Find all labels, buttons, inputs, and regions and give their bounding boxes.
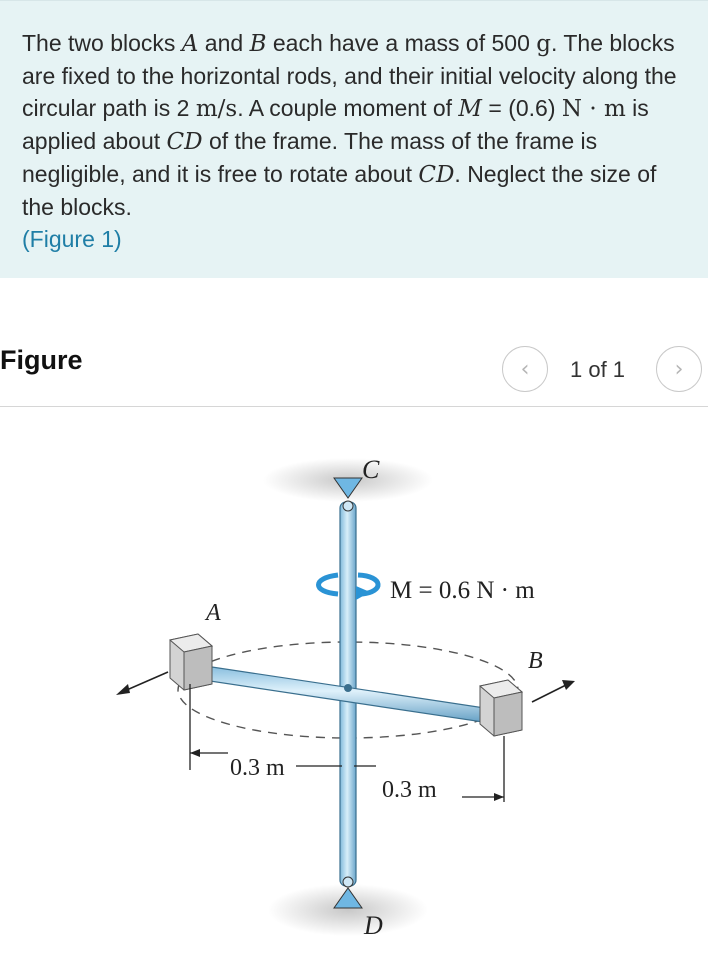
rod-joint xyxy=(344,684,352,692)
label-c: C xyxy=(362,455,380,484)
problem-statement-box xyxy=(0,0,708,278)
dim-right-label: 0.3 m xyxy=(382,777,437,803)
figure-pager xyxy=(500,346,710,392)
dim-arrow-right xyxy=(494,793,504,801)
var-cd: CD xyxy=(418,162,455,188)
velocity-arrow-a xyxy=(116,672,168,695)
link-paren: ) xyxy=(114,226,122,252)
prev-figure-button[interactable] xyxy=(502,346,548,392)
velocity-arrow-b xyxy=(532,680,575,702)
pin-c xyxy=(343,501,353,511)
label-b: B xyxy=(528,648,543,674)
figure-link[interactable] xyxy=(22,226,122,252)
label-a: A xyxy=(206,600,221,626)
block-a xyxy=(170,634,212,690)
text-segment: . The blocks are fixed to the horizontal rods, and their initial velocity along the circular path is 2 xyxy=(22,30,677,121)
text-segment: each have a mass of 500 xyxy=(266,30,537,56)
unit-grams: g xyxy=(536,31,551,57)
dim-arrow-left xyxy=(190,749,200,757)
label-d: D xyxy=(364,911,383,940)
dim-left-label: 0.3 m xyxy=(230,755,285,781)
chevron-right-icon: › xyxy=(674,356,684,382)
figure-link-label: Figure 1 xyxy=(29,226,115,252)
text-segment: The two blocks xyxy=(22,30,182,56)
var-cd: CD xyxy=(166,129,203,155)
figure-counter: 1 of 1 xyxy=(570,357,626,382)
divider xyxy=(0,406,708,407)
unit-moment: N · m xyxy=(561,96,626,122)
var-a: A xyxy=(181,31,199,57)
problem-text xyxy=(22,27,692,255)
text-segment: and xyxy=(198,30,250,56)
pin-d xyxy=(343,877,353,887)
next-figure-button[interactable] xyxy=(656,346,702,392)
frame-diagram xyxy=(100,440,620,950)
var-b: B xyxy=(249,31,267,57)
text-segment: of the frame. The mass of the frame is negligible, and it is free to rotate about xyxy=(22,128,598,187)
figure-title: Figure xyxy=(0,345,83,375)
block-b xyxy=(480,680,522,736)
text-segment: . Neglect the size of the blocks. xyxy=(22,161,657,220)
chevron-left-icon: ‹ xyxy=(520,356,530,382)
var-m: M xyxy=(458,96,482,122)
link-paren: ( xyxy=(22,226,30,252)
moment-label: M = 0.6 N · m xyxy=(390,577,535,604)
text-segment: = (0.6) xyxy=(481,95,562,121)
text-segment: is applied about xyxy=(22,95,649,154)
unit-velocity: m/s xyxy=(195,96,238,122)
text-segment: . A couple moment of xyxy=(237,95,459,121)
